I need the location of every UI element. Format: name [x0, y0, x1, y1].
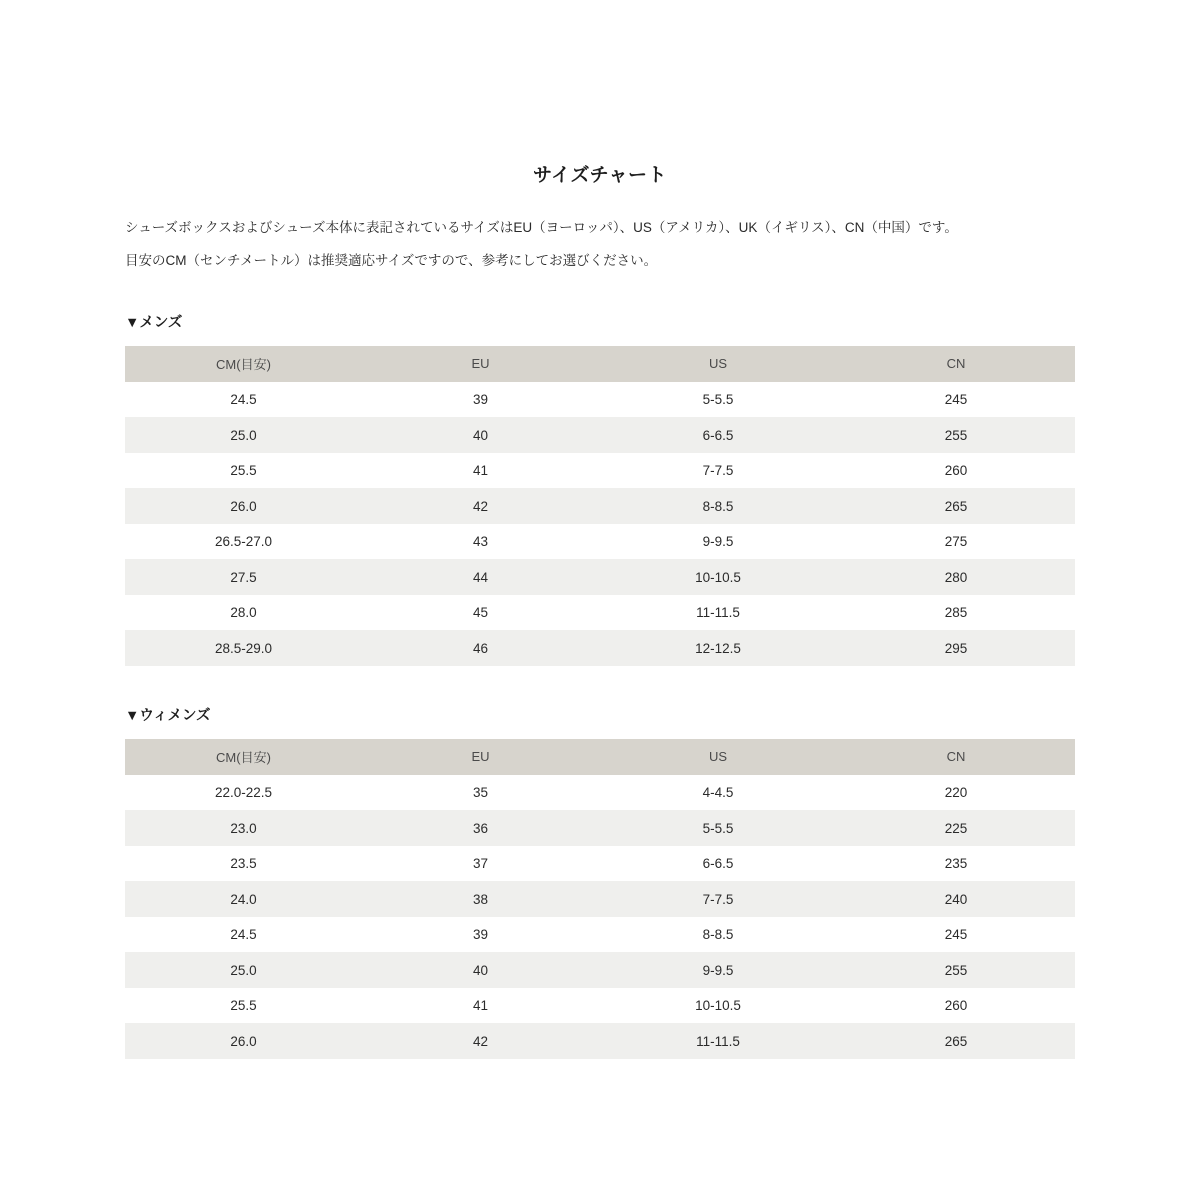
column-header-cm: CM(目安): [125, 739, 362, 775]
cell-cm: 28.0: [125, 595, 362, 631]
cell-us: 6-6.5: [599, 846, 837, 882]
column-header-cm: CM(目安): [125, 346, 362, 382]
table-row: [125, 417, 1075, 453]
cell-eu: 43: [362, 524, 599, 560]
cell-us: 9-9.5: [599, 952, 837, 988]
cell-eu: 36: [362, 810, 599, 846]
cell-cn: 265: [837, 1023, 1075, 1059]
table-row: [125, 881, 1075, 917]
mens-size-table: [125, 346, 1075, 666]
cell-eu: 41: [362, 453, 599, 489]
cell-us: 8-8.5: [599, 917, 837, 953]
table-row: [125, 917, 1075, 953]
cell-us: 12-12.5: [599, 630, 837, 666]
mens-section-heading: ▼メンズ: [125, 314, 183, 331]
cell-us: 7-7.5: [599, 881, 837, 917]
cell-cm: 26.0: [125, 488, 362, 524]
cell-eu: 39: [362, 917, 599, 953]
cell-cm: 26.0: [125, 1023, 362, 1059]
column-header-cn: CN: [837, 739, 1075, 775]
cell-us: 5-5.5: [599, 382, 837, 418]
cell-cm: 23.5: [125, 846, 362, 882]
cell-cn: 280: [837, 559, 1075, 595]
cell-eu: 42: [362, 488, 599, 524]
cell-cm: 25.5: [125, 988, 362, 1024]
cell-cn: 220: [837, 775, 1075, 811]
cell-eu: 44: [362, 559, 599, 595]
intro-line-2: 目安のCM（センチメートル）は推奨適応サイズですので、参考にしてお選びください。: [125, 252, 658, 268]
cell-eu: 40: [362, 952, 599, 988]
cell-us: 5-5.5: [599, 810, 837, 846]
table-row: [125, 382, 1075, 418]
table-row: [125, 630, 1075, 666]
cell-cn: 260: [837, 988, 1075, 1024]
cell-cn: 255: [837, 417, 1075, 453]
table-header-row: [125, 346, 1075, 382]
column-header-eu: EU: [362, 346, 599, 382]
cell-eu: 37: [362, 846, 599, 882]
column-header-eu: EU: [362, 739, 599, 775]
womens-table-wrapper: [125, 739, 1075, 1059]
cell-eu: 39: [362, 382, 599, 418]
cell-eu: 46: [362, 630, 599, 666]
cell-cm: 22.0-22.5: [125, 775, 362, 811]
table-row: [125, 988, 1075, 1024]
table-row: [125, 524, 1075, 560]
cell-cn: 245: [837, 917, 1075, 953]
cell-cm: 25.0: [125, 417, 362, 453]
table-row: [125, 952, 1075, 988]
table-header-row: [125, 739, 1075, 775]
table-row: [125, 595, 1075, 631]
cell-us: 7-7.5: [599, 453, 837, 489]
cell-us: 8-8.5: [599, 488, 837, 524]
table-row: [125, 775, 1075, 811]
table-row: [125, 488, 1075, 524]
cell-cn: 285: [837, 595, 1075, 631]
cell-cm: 28.5-29.0: [125, 630, 362, 666]
table-row: [125, 453, 1075, 489]
cell-cm: 24.0: [125, 881, 362, 917]
cell-us: 4-4.5: [599, 775, 837, 811]
cell-cn: 240: [837, 881, 1075, 917]
intro-line-1: シューズボックスおよびシューズ本体に表記されているサイズはEU（ヨーロッパ）、US（アメリカ）、UK（イギリス）、CN（中国）です。: [125, 220, 958, 235]
cell-cm: 26.5-27.0: [125, 524, 362, 560]
table-row: [125, 1023, 1075, 1059]
cell-eu: 40: [362, 417, 599, 453]
cell-eu: 45: [362, 595, 599, 631]
page-title: サイズチャート: [532, 165, 668, 186]
cell-cm: 24.5: [125, 917, 362, 953]
cell-us: 11-11.5: [599, 1023, 837, 1059]
cell-eu: 42: [362, 1023, 599, 1059]
table-row: [125, 810, 1075, 846]
intro-text-block: [125, 217, 1075, 273]
cell-us: 6-6.5: [599, 417, 837, 453]
cell-cn: 275: [837, 524, 1075, 560]
mens-table-wrapper: [125, 346, 1075, 666]
table-row: [125, 846, 1075, 882]
cell-cm: 25.0: [125, 952, 362, 988]
cell-cn: 260: [837, 453, 1075, 489]
column-header-cn: CN: [837, 346, 1075, 382]
cell-us: 10-10.5: [599, 559, 837, 595]
cell-eu: 38: [362, 881, 599, 917]
womens-section-heading: ▼ウィメンズ: [125, 707, 211, 724]
cell-cn: 245: [837, 382, 1075, 418]
cell-eu: 41: [362, 988, 599, 1024]
cell-cm: 25.5: [125, 453, 362, 489]
cell-cm: 23.0: [125, 810, 362, 846]
cell-eu: 35: [362, 775, 599, 811]
womens-size-table: [125, 739, 1075, 1059]
table-row: [125, 559, 1075, 595]
cell-cn: 225: [837, 810, 1075, 846]
column-header-us: US: [599, 739, 837, 775]
cell-us: 10-10.5: [599, 988, 837, 1024]
cell-cm: 27.5: [125, 559, 362, 595]
cell-cm: 24.5: [125, 382, 362, 418]
column-header-us: US: [599, 346, 837, 382]
cell-us: 9-9.5: [599, 524, 837, 560]
cell-cn: 255: [837, 952, 1075, 988]
cell-cn: 235: [837, 846, 1075, 882]
cell-cn: 295: [837, 630, 1075, 666]
cell-cn: 265: [837, 488, 1075, 524]
cell-us: 11-11.5: [599, 595, 837, 631]
